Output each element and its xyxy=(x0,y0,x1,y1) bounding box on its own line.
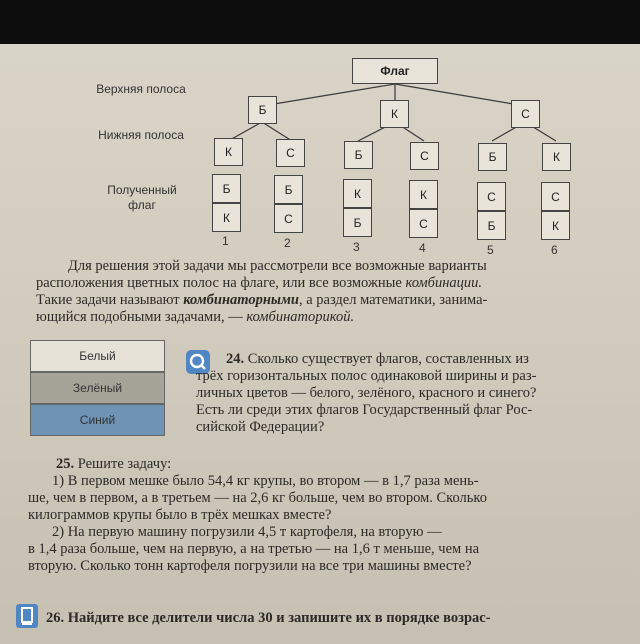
task-heading xyxy=(28,456,628,473)
tree-bottom-node: С xyxy=(410,142,439,170)
intro-paragraph xyxy=(36,258,626,326)
tree-top-node: К xyxy=(380,100,409,128)
result-flag-top: К xyxy=(343,179,372,208)
intro-line: Такие задачи называют комбинаторными, а раздел математики, занима- xyxy=(36,292,488,308)
task-line: килограммов крупы было в трёх мешках вместе? xyxy=(28,507,332,523)
task-line: Есть ли среди этих флагов Государственный флаг Рос- xyxy=(196,402,533,418)
task-26: 26. Найдите все делители числа 30 и запишите их в порядке возраc- xyxy=(46,610,491,626)
result-flag-number: 4 xyxy=(419,241,426,255)
task-line: сийской Федерации? xyxy=(196,419,325,435)
intro-line: расположения цветных полос на флаге, или все возможные комбинации. xyxy=(36,275,483,291)
result-flag-number: 2 xyxy=(284,236,291,250)
task-line: ше, чем в первом, а в третьем — на 2,6 кг больше, чем во втором. Сколько xyxy=(28,490,487,506)
task-number: 26. xyxy=(46,610,65,626)
task-line: 2) На первую машину погрузили 4,5 т картофеля, на вторую — xyxy=(52,524,442,540)
task-25 xyxy=(28,456,628,575)
result-flag-bottom: Б xyxy=(477,211,506,240)
result-flag-number: 6 xyxy=(551,243,558,257)
result-flag-top: Б xyxy=(212,174,241,203)
task-line: в 1,4 раза больше, чем на первую, а на третью — на 1,6 т меньше, чем на xyxy=(28,541,480,557)
result-flag-bottom: С xyxy=(274,204,303,233)
tree-top-node: Б xyxy=(248,96,277,124)
tree-bottom-node: Б xyxy=(478,143,507,171)
result-flag-bottom: С xyxy=(409,209,438,238)
tree-bottom-node: К xyxy=(214,138,243,166)
intro-line: ющийся подобными задачами, — комбинаторикой. xyxy=(36,309,355,325)
tree-top-node: С xyxy=(511,100,540,128)
task-line: 1) В первом мешке было 54,4 кг крупы, во втором — в 1,7 раза мень- xyxy=(52,473,479,489)
result-flag-top: К xyxy=(409,180,438,209)
task-24 xyxy=(196,351,626,436)
task-line: 24. Сколько существует флагов, составленных из xyxy=(226,351,529,367)
label-top-stripe: Верхняя полоса xyxy=(96,82,186,96)
pencil-icon xyxy=(16,604,38,628)
result-flag-number: 3 xyxy=(353,240,360,254)
label-bottom-stripe: Нижняя полоса xyxy=(98,128,184,142)
label-result-flag: Полученный флаг xyxy=(107,183,177,212)
task-number: 25. xyxy=(56,456,75,472)
result-flag-top: Б xyxy=(274,175,303,204)
intro-line: Для решения этой задачи мы рассмотрели все возможные варианты xyxy=(68,258,487,274)
tree-bottom-node: К xyxy=(542,143,571,171)
textbook-page xyxy=(0,44,640,644)
task-title: Решите задачу: xyxy=(77,456,172,472)
task-number: 24. xyxy=(226,351,245,367)
result-flag-number: 5 xyxy=(487,243,494,257)
task-line: личных цветов — белого, зелёного, красного и синего? xyxy=(196,385,537,401)
flag-stripe-white: Белый xyxy=(30,340,165,372)
result-flag-number: 1 xyxy=(222,234,229,248)
flag-stripe-blue: Синий xyxy=(30,404,165,436)
result-flag-bottom: Б xyxy=(343,208,372,237)
result-flag-bottom: К xyxy=(212,203,241,232)
task-line: трёх горизонтальных полос одинаковой ширины и раз- xyxy=(196,368,537,384)
result-flag-bottom: К xyxy=(541,211,570,240)
task-line: вторую. Сколько тонн картофеля погрузили на все три машины вместе? xyxy=(28,558,472,574)
flag-stripe-green: Зелёный xyxy=(30,372,165,404)
result-flag-top: С xyxy=(541,182,570,211)
tree-root-box: Флаг xyxy=(352,58,438,84)
tree-bottom-node: С xyxy=(276,139,305,167)
result-flag-top: С xyxy=(477,182,506,211)
tree-bottom-node: Б xyxy=(344,141,373,169)
